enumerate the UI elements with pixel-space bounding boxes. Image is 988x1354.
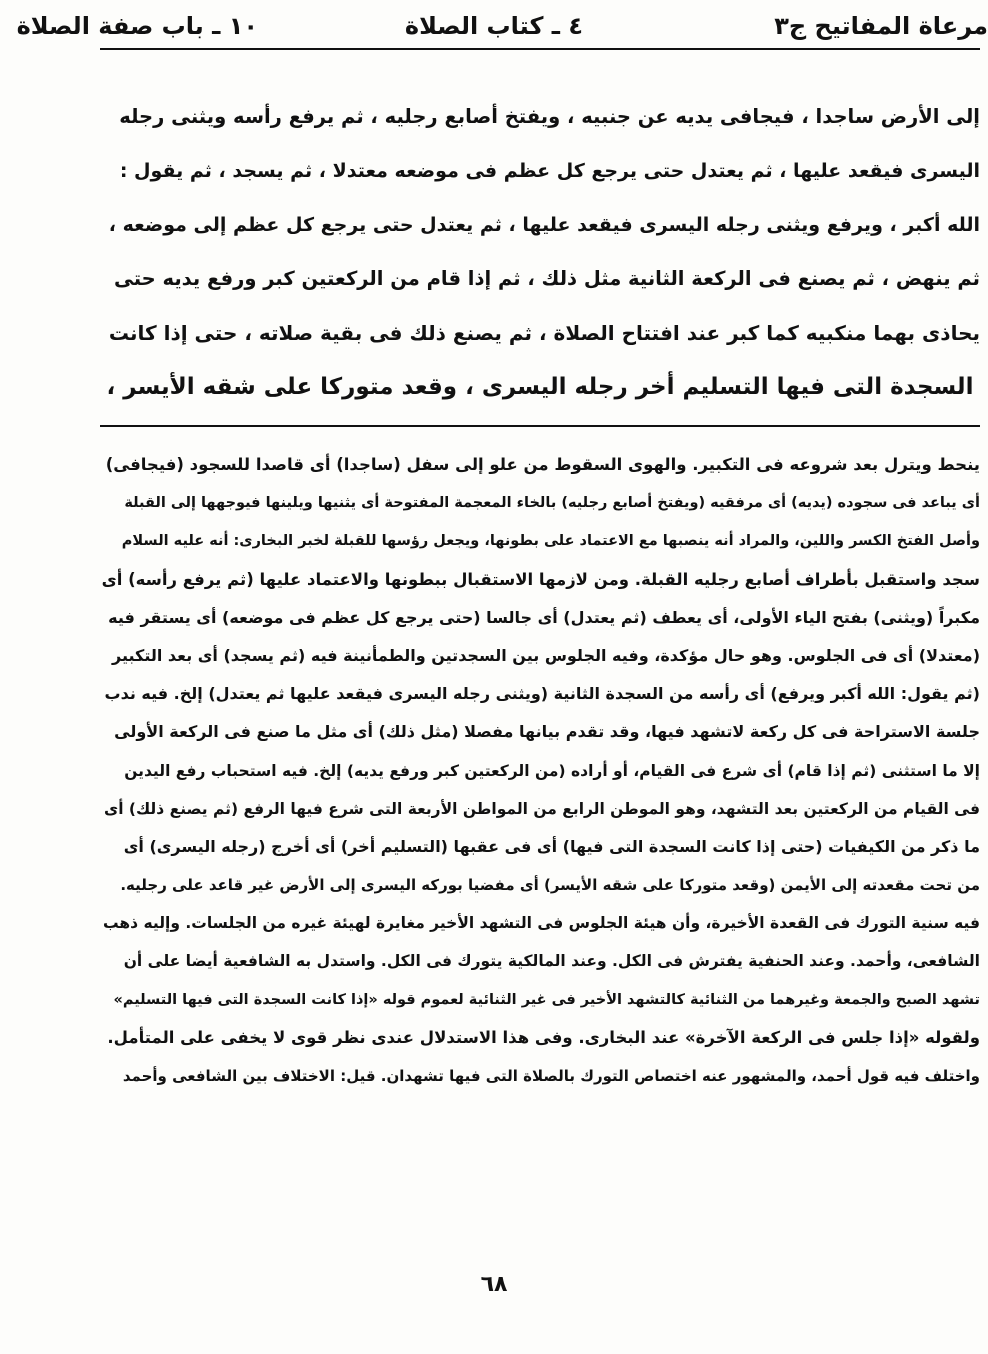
hadith-line: ثم ينهض ، ثم يصنع فى الركعة الثانية مثل ذلك ، ثم إذا قام من الركعتين كبر ورفع يديه حتى [113,267,980,290]
commentary-line: أى يباعد فى سجوده (يديه) أى مرفقيه (ويفتخ أصابع رجليه) بالخاء المعجمة المفتوحة أى يثنيها ويلينها فيوجهها إلى القبلة [124,495,980,512]
hadith-line: إلى الأرض ساجدا ، فيجافى يديه عن جنبيه ، ويفتخ أصابع رجليه ، ثم يرفع رأسه ويثنى رجله [119,105,980,128]
commentary-line: الشافعى، وأحمد. وعند الحنفية يفترش فى الكل. وعند المالكية يتورك فى الكل. واستدل به الشافعية أيضا على أن [123,952,980,971]
running-header [16,6,988,46]
hadith-line: الله أكبر ، ويرفع ويثنى رجله اليسرى فيقعد عليها ، ثم يعتدل حتى يرجع كل عظم إلى موضعه ، [108,214,980,236]
commentary-line: سجد واستقبل بأطراف أصابع رجليه القبلة. ومن لازمها الاستقبال ببطونها والاعتماد عليها (ثم يرفع رأسه) أى [101,569,980,589]
header-rule [100,48,980,50]
commentary-line: فى القيام من الركعتين بعد التشهد، وهو الموطن الرابع من المواطن الأربعة التى شرع فيها الرفع (ثم يصنع ذلك) أى [104,799,980,818]
hadith-line: يحاذى بهما منكبيه كما كبر عند افتتاح الصلاة ، ثم يصنع ذلك فى بقية صلاته ، حتى إذا كانت [108,321,980,345]
header-chapter-title: ٤ ـ كتاب الصلاة [404,12,583,40]
commentary-line: (معتدلا) أى فى الجلوس. وهو حال مؤكدة، وفيه الجلوس بين السجدتين والطمأنينة فيه (ثم يسجد) أى بعد التكبير [112,645,980,665]
commentary-line: جلسة الاستراحة فى كل ركعة لاتشهد فيها، وقد تقدم بيانها مفصلا (مثل ذلك) أى مثل ما صنع فى الركعة الأولى [114,722,980,742]
hadith-line: السجدة التى فيها التسليم أخر رجله اليسرى ، وقعد متوركا على شقه الأيسر ، [106,374,974,400]
page-number: ٦٨ [480,1272,508,1297]
hadith-text [100,90,980,414]
header-section-title: ١٠ ـ باب صفة الصلاة [16,12,258,40]
commentary-line: ما ذكر من الكيفيات (حتى إذا كانت السجدة التى فيها) أى فى عقبها (التسليم أخر) أى أخرج (رجله اليسرى) أى [123,836,980,856]
commentary-line: (ثم يقول: الله أكبر ويرفع) أى رأسه من السجدة الثانية (ويثنى رجله اليسرى فيقعد عليها ثم يعتدل) إلخ. فيه ندب [104,684,980,704]
commentary-line: من تحت مقعدته إلى الأيمن (وقعد متوركا على شقه الأيسر) أى مفضيا بوركه اليسرى إلى الأرض غير قاعد على رجليه. [120,876,980,895]
commentary-line: ولقوله «إذا جلس فى الركعة الآخرة» عند البخارى. وفى هذا الاستدلال عندى نظر قوى لا يخفى على المتأمل. [107,1027,980,1047]
commentary-line: إلا ما استثنى (ثم إذا قام) أى شرع فى القيام، أو أراده (من الركعتين كبر ورفع يديه) إلخ. فيه استحباب رفع اليدين [124,761,980,780]
commentary-line: وأصل الفتخ الكسر واللين، والمراد أنه ينصبها مع الاعتماد على بطونها، ويجعل رؤسها للقبلة لخبر البخارى: أنه عليه السلام [121,533,980,550]
commentary-text [100,446,980,1095]
commentary-line: واختلف فيه قول أحمد، والمشهور عنه اختصاص التورك بالصلاة التى فيها تشهدان. قيل: الاختلاف بين الشافعى وأحمد [122,1067,980,1085]
header-book-title: مرعاة المفاتيح ج٣ [774,12,988,40]
commentary-line: ينحط ويترل بعد شروعه فى التكبير. والهوى السقوط من علو إلى سفل (ساجدا) أى قاصدا للسجود (فيجافى) [105,455,980,474]
hadith-line: اليسرى فيقعد عليها ، ثم يعتدل حتى يرجع كل عظم فى موضعه معتدلا ، ثم يسجد ، ثم يقول : [119,160,980,182]
commentary-line: مكبراً (ويثنى) بفتح الياء الأولى، أى يعطف (ثم يعتدل) أى جالسا (حتى يرجع كل عظم فى موضعه) أى يستقر فيه [108,607,980,627]
commentary-line: فيه سنية التورك فى القعدة الأخيرة، وأن هيئة الجلوس فى التشهد الأخير مغايرة لهيئة غيره من الجلسات. وإليه ذهب [102,914,980,933]
commentary-line: تشهد الصبح والجمعة وغيرهما من الثنائية كالتشهد الأخير فى غير الثنائية لعموم قوله «إذا كانت السجدة التى فيها التسليم» [113,991,980,1008]
section-divider [100,425,980,427]
